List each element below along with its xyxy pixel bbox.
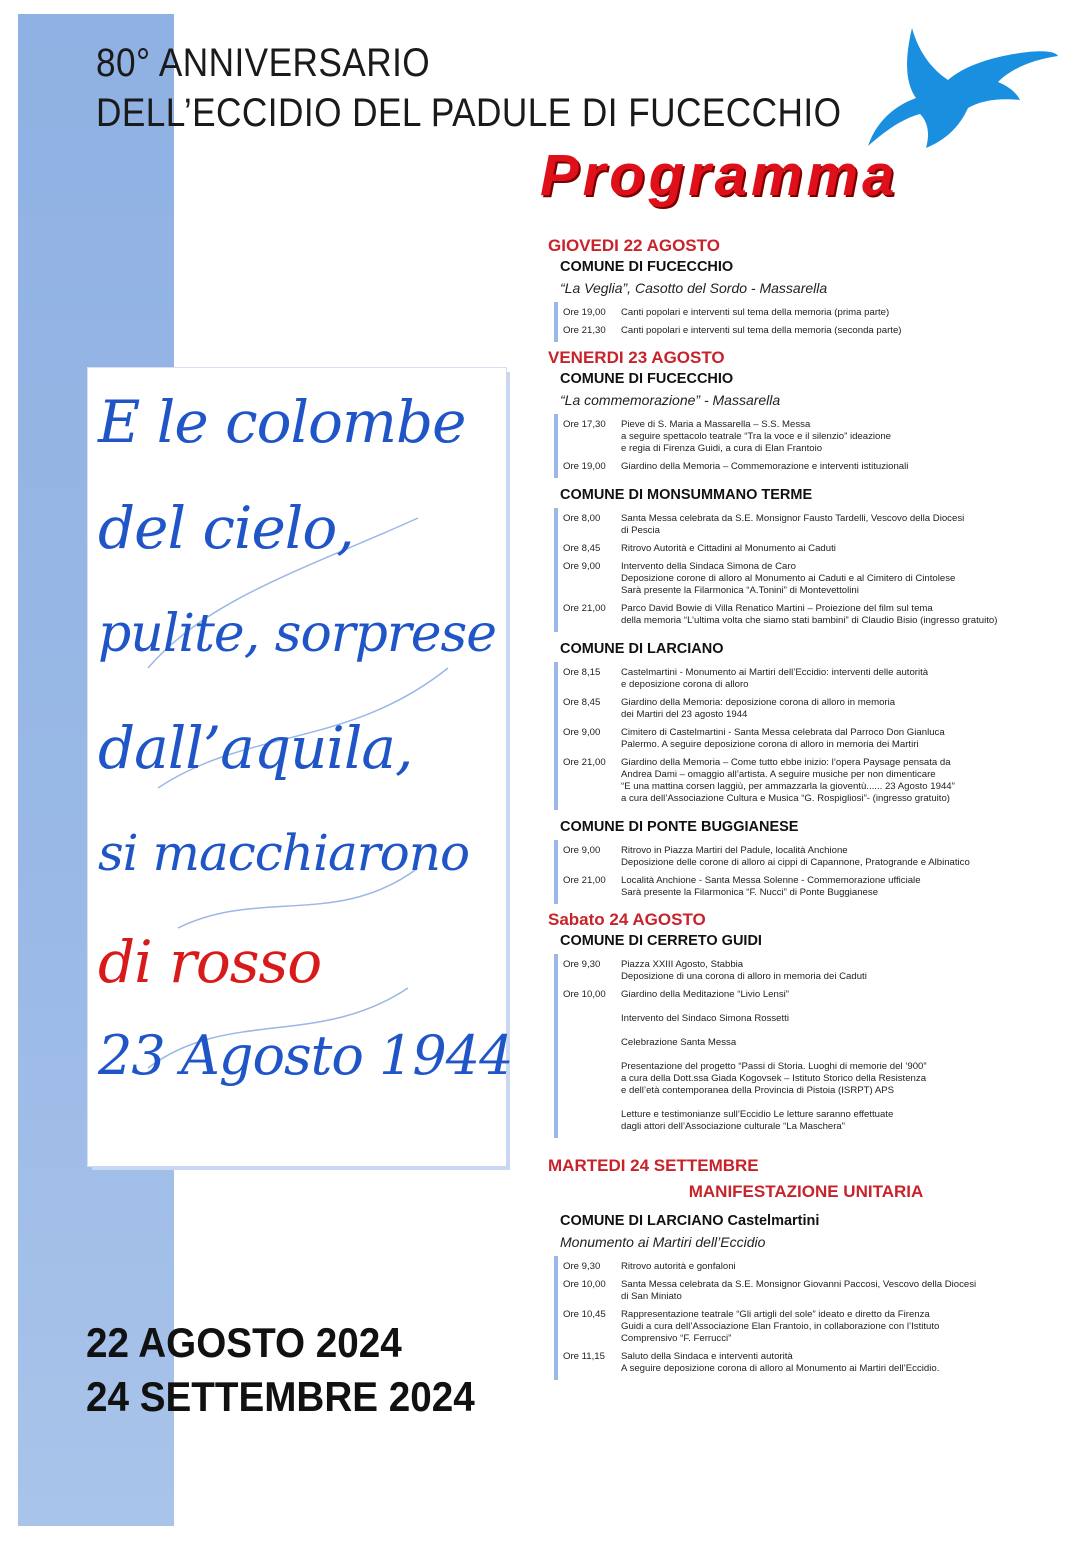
programma-heading: Programma: [540, 143, 899, 208]
comune-heading: COMUNE DI LARCIANO: [560, 641, 724, 657]
program-day-heading: VENERDI 23 AGOSTO: [548, 348, 725, 367]
poem-line-1: E le colombe: [98, 388, 466, 456]
event-description: Parco David Bowie di Villa Renatico Martini – Proiezione del film sul tema della memoria “L’ultima volta che siamo stati bambini” di Claudio Bisio (ingresso gratuito): [621, 603, 998, 626]
title-line-1: 80° ANNIVERSARIO: [96, 41, 431, 85]
event-time: Ore 19,00: [563, 307, 606, 318]
event-time: Ore 21,00: [563, 757, 606, 768]
event-time: Ore 8,15: [563, 667, 601, 678]
poem-line-3: pulite, sorprese: [98, 604, 496, 664]
event-time: Ore 19,00: [563, 461, 606, 472]
event-description: Ritrovo in Piazza Martiri del Padule, località Anchione Deposizione delle corone di alloro ai cippi di Capannone, Pratogrande e Albinatico: [621, 845, 970, 868]
event-row: [558, 1306, 1064, 1348]
event-time: Ore 10,00: [563, 1279, 606, 1290]
event-row: [558, 416, 1064, 458]
event-description: Giardino della Memoria – Come tutto ebbe inizio: l’opera Paysage pensata da Andrea Dami – omaggio all’artista. A seguire musiche per non dimenticare “E una mattina corsen laggiù, per ammazzarla la gioventù...... 23 Agosto 1944” a cura dell’Associazione Cultura e Musica “G. Rospigliosi”- (ingresso gratuito): [621, 757, 955, 804]
venue-label: “La commemorazione” - Massarella: [560, 392, 781, 408]
event-description: Castelmartini - Monumento ai Martiri dell’Eccidio: interventi delle autorità e deposizione corona di alloro: [621, 667, 929, 690]
program-day-heading: Sabato 24 AGOSTO: [548, 910, 706, 929]
event-time: Ore 9,30: [563, 1261, 601, 1272]
event-description: Santa Messa celebrata da S.E. Monsignor Giovanni Paccosi, Vescovo della Diocesi di San Miniato: [621, 1279, 977, 1302]
comune-heading: COMUNE DI CERRETO GUIDI: [560, 933, 762, 949]
event-description: Piazza XXIII Agosto, Stabbia Deposizione di una corona di alloro in memoria dei Caduti: [621, 959, 867, 982]
events-block: [554, 302, 1064, 342]
event-time: Ore 21,00: [563, 603, 606, 614]
event-row: [558, 558, 1064, 600]
event-description: Saluto della Sindaca e interventi autorità A seguire deposizione corona di alloro al Monumento ai Martiri dell’Eccidio.: [621, 1351, 940, 1374]
event-row: [558, 1276, 1064, 1306]
event-row: [558, 1258, 1064, 1276]
event-description: Giardino della Memoria – Commemorazione e interventi istituzionali: [621, 461, 909, 472]
comune-heading: COMUNE DI FUCECCHIO: [560, 259, 734, 275]
event-time: Ore 17,30: [563, 419, 606, 430]
dove-icon: [860, 22, 1060, 152]
event-time: Ore 8,45: [563, 697, 601, 708]
event-row: [558, 664, 1064, 694]
event-description: Pieve di S. Maria a Massarella – S.S. Messa a seguire spettacolo teatrale “Tra la voce e il silenzio” ideazione e regia di Firenza Guidi, a cura di Elan Frantoio: [621, 419, 892, 454]
program-day-heading: MARTEDI 24 SETTEMBRE: [548, 1156, 759, 1175]
event-time: Ore 9,00: [563, 727, 601, 738]
poem-line-6: di rosso: [98, 928, 322, 996]
event-row: [558, 600, 1064, 630]
events-block: [554, 508, 1064, 632]
event-row: [558, 842, 1064, 872]
poem-card: [88, 368, 513, 1166]
program-subtitle: MANIFESTAZIONE UNITARIA: [688, 1182, 924, 1201]
event-description: Rappresentazione teatrale “Gli artigli del sole” ideato e diretto da Firenza Guidi a cura dell’Associazione Elan Frantoio, in collaborazione con l’Istituto Comprensivo “F. Ferrucci”: [621, 1309, 940, 1344]
event-time: Ore 21,00: [563, 875, 606, 886]
poem-line-4: dall’aquila,: [98, 714, 413, 782]
event-dates: [86, 1316, 475, 1424]
program-list: [548, 236, 1064, 1386]
comune-heading: COMUNE DI PONTE BUGGIANESE: [560, 819, 799, 835]
event-description: Ritrovo Autorità e Cittadini al Monumento ai Caduti: [621, 543, 836, 554]
events-block: [554, 954, 1064, 1138]
event-description: Ritrovo autorità e gonfaloni: [621, 1261, 736, 1272]
comune-heading: COMUNE DI MONSUMMANO TERME: [560, 487, 813, 503]
event-time: Ore 8,45: [563, 543, 601, 554]
event-row: [558, 872, 1064, 902]
events-block: [554, 1256, 1064, 1380]
events-block: [554, 840, 1064, 904]
event-description: Giardino della Memoria: deposizione corona di alloro in memoria dei Martiri del 23 agosto 1944: [621, 697, 896, 720]
event-row: [558, 724, 1064, 754]
event-description: Località Anchione - Santa Messa Solenne - Commemorazione ufficiale Sarà presente la Filarmonica “F. Nucci” di Ponte Buggianese: [621, 875, 921, 898]
event-row: [558, 1348, 1064, 1378]
event-time: Ore 10,45: [563, 1309, 606, 1320]
event-description: Canti popolari e interventi sul tema della memoria (seconda parte): [621, 325, 902, 336]
event-description: Intervento della Sindaca Simona de Caro Deposizione corone di alloro al Monumento ai Caduti e al Cimitero di Cintolese Sarà presente la Filarmonica “A.Tonini” di Montevettolini: [621, 561, 956, 596]
event-row: [558, 510, 1064, 540]
event-description: Giardino della Meditazione “Livio Lensi” Intervento del Sindaco Simona Rossetti Celebrazione Santa Messa Presentazione del progetto “Passi di Storia. Luoghi di memorie del ’900” a cura della Dott.ssa Giada Kogovsek – Istituto Storico della Resistenza e dell’età contemporanea della Provincia di Pistoia (ISRPT) APS Letture e testimonianze sull’Eccidio Le letture saranno effettuate dagli attori dell’Associazione culturale “La Maschera”: [621, 989, 927, 1132]
poem-line-5: si macchiarono: [98, 824, 470, 882]
poster-title: [96, 38, 841, 138]
venue-label: Monumento ai Martiri dell’Eccidio: [560, 1234, 766, 1250]
event-row: [558, 458, 1064, 476]
title-line-2: DELL’ECCIDIO DEL PADULE DI FUCECCHIO: [96, 91, 842, 135]
event-row: [558, 304, 1064, 322]
comune-heading: COMUNE DI FUCECCHIO: [560, 371, 734, 387]
event-time: Ore 8,00: [563, 513, 601, 524]
date-line-1: 22 AGOSTO 2024: [86, 1319, 402, 1366]
event-description: Canti popolari e interventi sul tema della memoria (prima parte): [621, 307, 890, 318]
comune-heading: COMUNE DI LARCIANO Castelmartini: [560, 1213, 820, 1229]
event-row: [558, 956, 1064, 986]
event-row: [558, 694, 1064, 724]
event-time: Ore 9,00: [563, 561, 601, 572]
venue-label: “La Veglia”, Casotto del Sordo - Massarella: [560, 280, 828, 296]
event-time: Ore 11,15: [563, 1351, 605, 1362]
events-block: [554, 414, 1064, 478]
event-time: Ore 21,30: [563, 325, 606, 336]
poem-line-7: 23 Agosto 1944: [98, 1024, 513, 1087]
date-line-2: 24 SETTEMBRE 2024: [86, 1373, 475, 1420]
event-description: Santa Messa celebrata da S.E. Monsignor Fausto Tardelli, Vescovo della Diocesi di Pescia: [621, 513, 965, 536]
event-row: [558, 986, 1064, 1136]
poem-line-2: del cielo,: [98, 494, 354, 562]
event-time: Ore 9,00: [563, 845, 601, 856]
events-block: [554, 662, 1064, 810]
event-description: Cimitero di Castelmartini - Santa Messa celebrata dal Parroco Don Gianluca Palermo. A seguire deposizione corona di alloro in memoria dei Martiri: [621, 727, 945, 750]
event-row: [558, 540, 1064, 558]
event-time: Ore 10,00: [563, 989, 606, 1000]
event-row: [558, 322, 1064, 340]
event-time: Ore 9,30: [563, 959, 601, 970]
program-day-heading: GIOVEDI 22 AGOSTO: [548, 236, 720, 255]
event-row: [558, 754, 1064, 808]
